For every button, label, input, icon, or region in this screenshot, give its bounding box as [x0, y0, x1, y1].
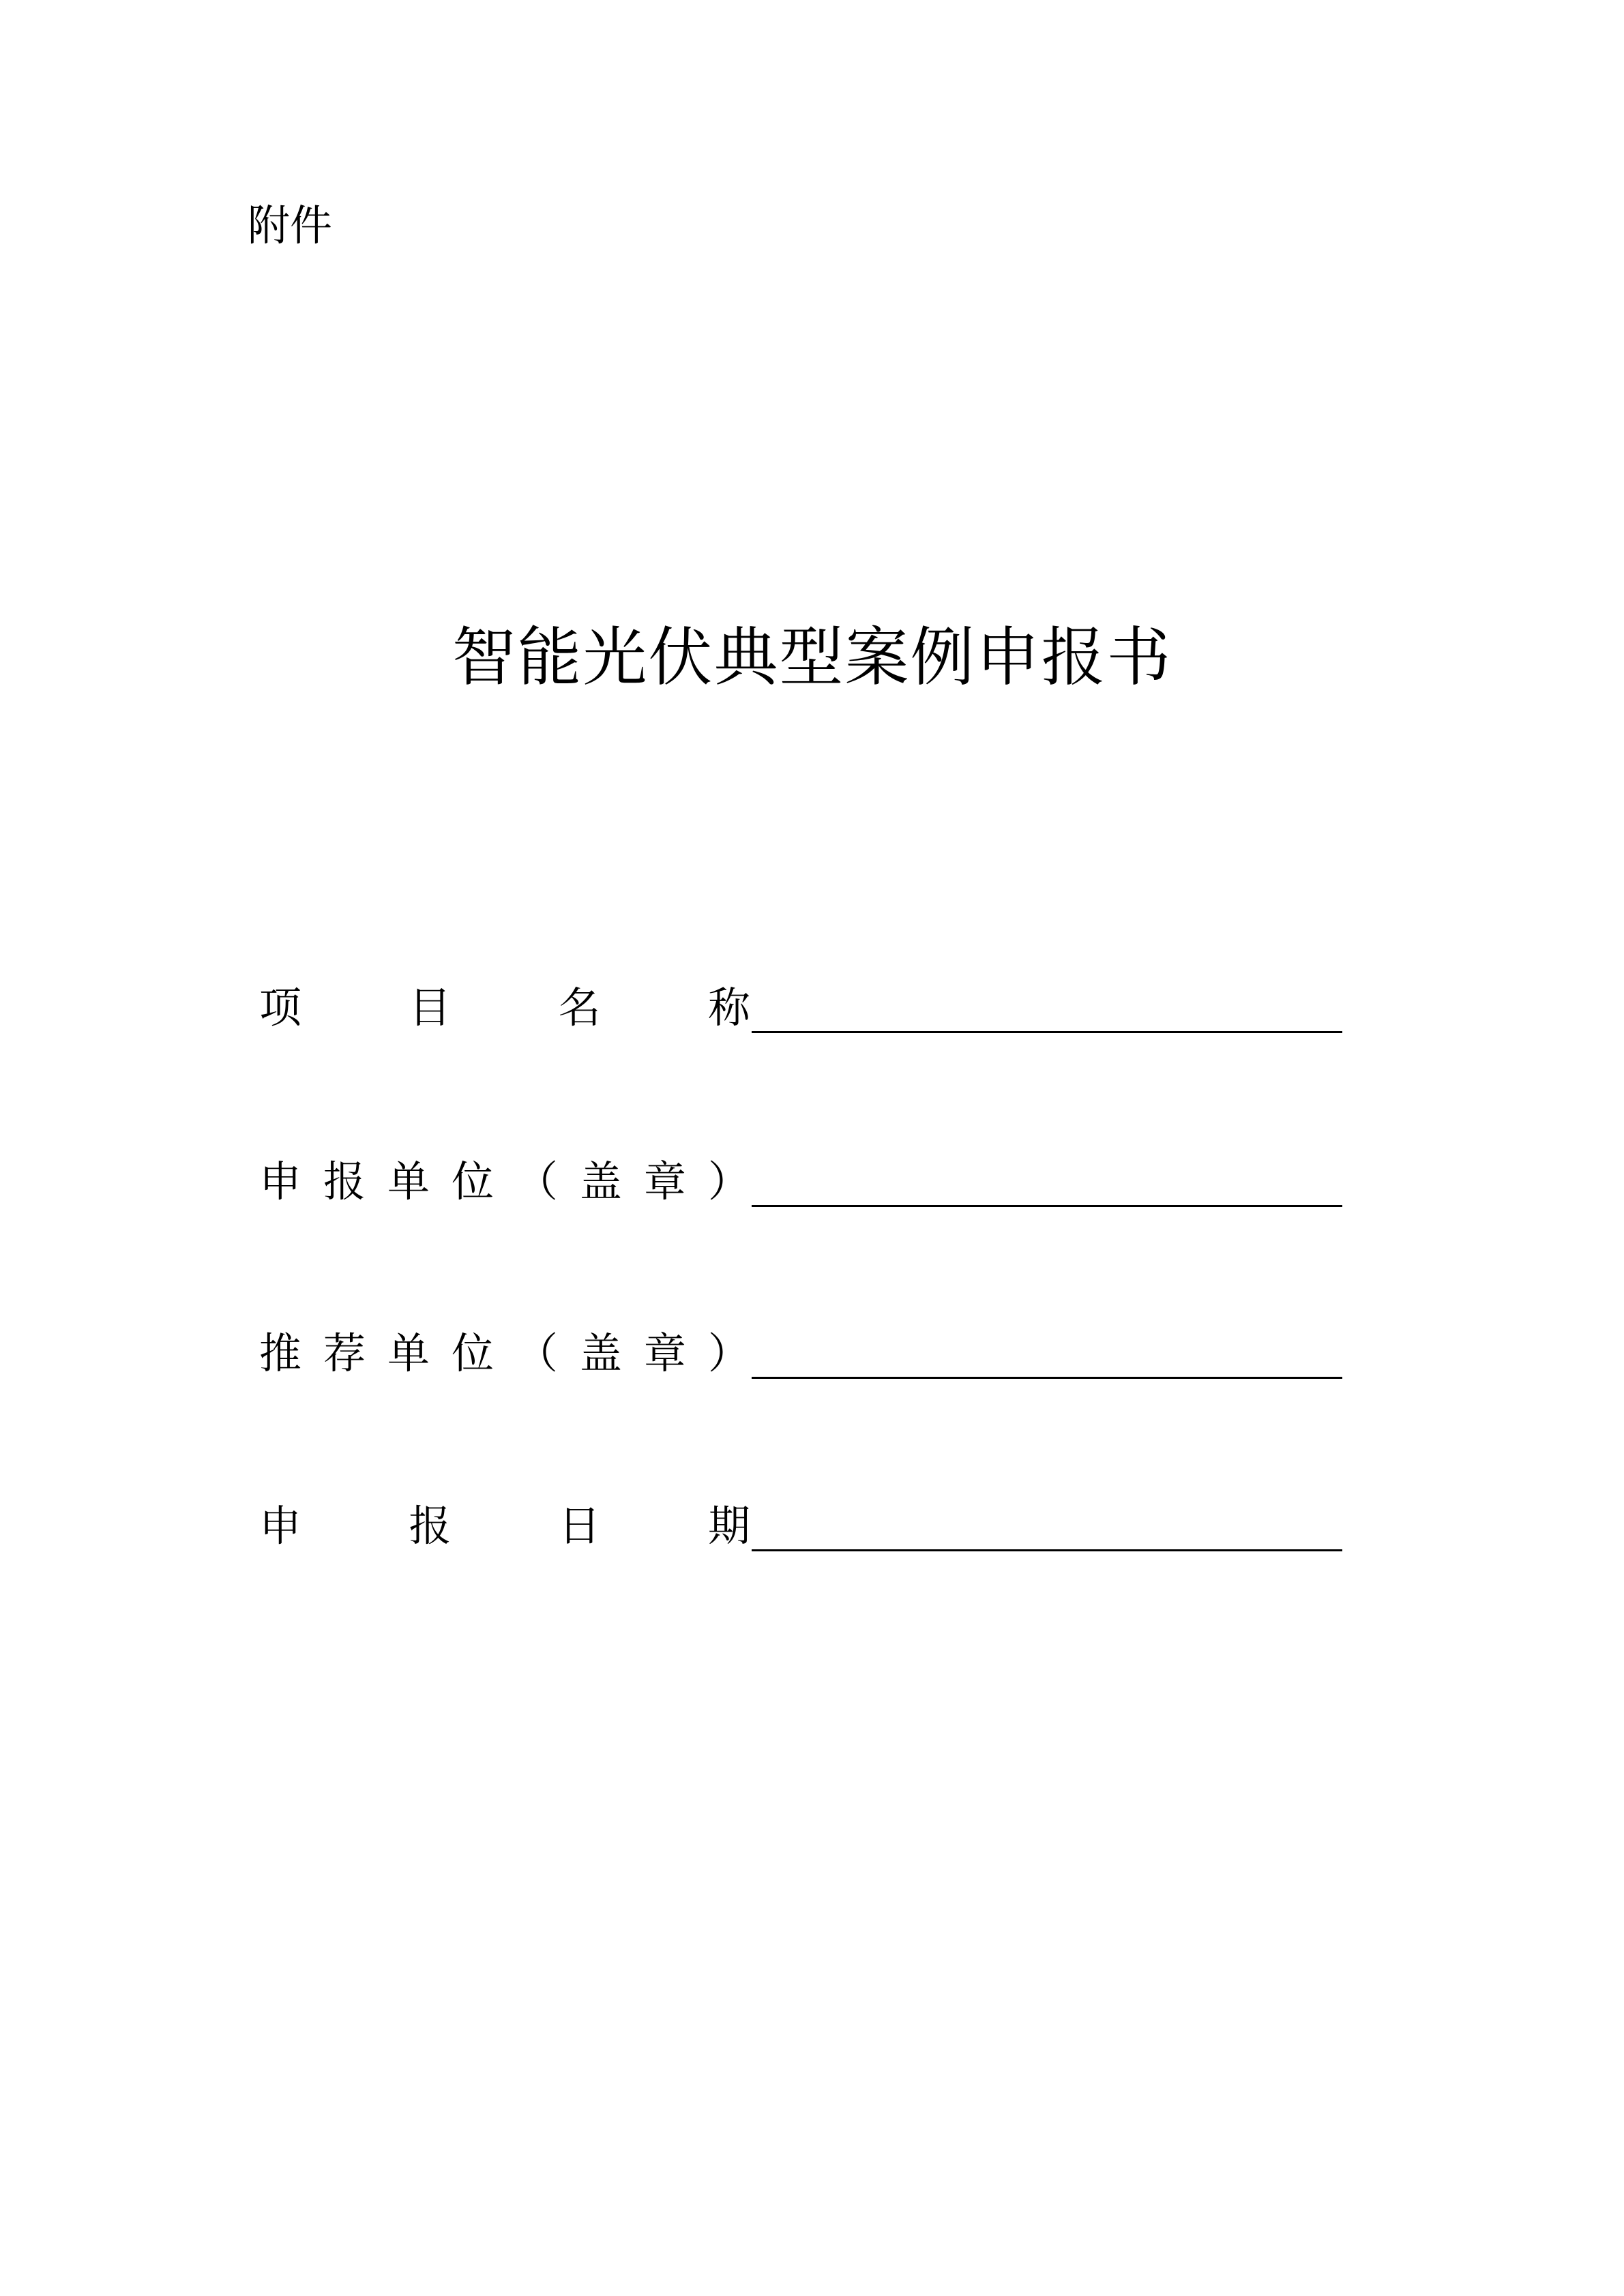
recommender-label — [259, 1304, 750, 1379]
label-char: 单 — [387, 1328, 430, 1378]
label-char: 位 — [451, 1328, 494, 1378]
label-char: 报 — [409, 1501, 452, 1551]
field-project-name — [259, 958, 1350, 1033]
label-char: 盖 — [579, 1157, 622, 1206]
label-char: 称 — [707, 983, 750, 1032]
applicant-blank-line[interactable] — [752, 1205, 1342, 1207]
label-char: 章 — [643, 1328, 686, 1378]
label-char: 期 — [707, 1501, 750, 1551]
label-char: 盖 — [579, 1328, 622, 1378]
label-char: （ — [515, 1157, 558, 1206]
attachment-label: 附件 — [248, 200, 333, 250]
label-char: 报 — [323, 1157, 366, 1206]
field-applicant — [259, 1132, 1350, 1207]
applicant-label — [259, 1132, 750, 1207]
project-name-blank-line[interactable] — [752, 1031, 1342, 1033]
label-char: 位 — [451, 1157, 494, 1206]
field-recommender — [259, 1304, 1350, 1379]
label-char: ） — [707, 1157, 750, 1206]
label-char: 推 — [259, 1328, 302, 1378]
field-date — [259, 1476, 1350, 1551]
document-title: 智能光伏典型案例申报书 — [452, 621, 1172, 695]
label-char: 申 — [259, 1157, 302, 1206]
label-char: 项 — [259, 983, 302, 1032]
label-char: 目 — [409, 983, 452, 1032]
project-name-label — [259, 958, 750, 1033]
date-blank-line[interactable] — [752, 1549, 1342, 1551]
label-char: 名 — [558, 983, 601, 1032]
label-char: 单 — [387, 1157, 430, 1206]
label-char: 荐 — [323, 1328, 366, 1378]
label-char: 章 — [643, 1157, 686, 1206]
label-char: 申 — [259, 1501, 302, 1551]
recommender-blank-line[interactable] — [752, 1377, 1342, 1379]
label-char: （ — [515, 1328, 558, 1378]
label-char: 日 — [558, 1501, 601, 1551]
label-char: ） — [707, 1328, 750, 1378]
date-label — [259, 1476, 750, 1551]
